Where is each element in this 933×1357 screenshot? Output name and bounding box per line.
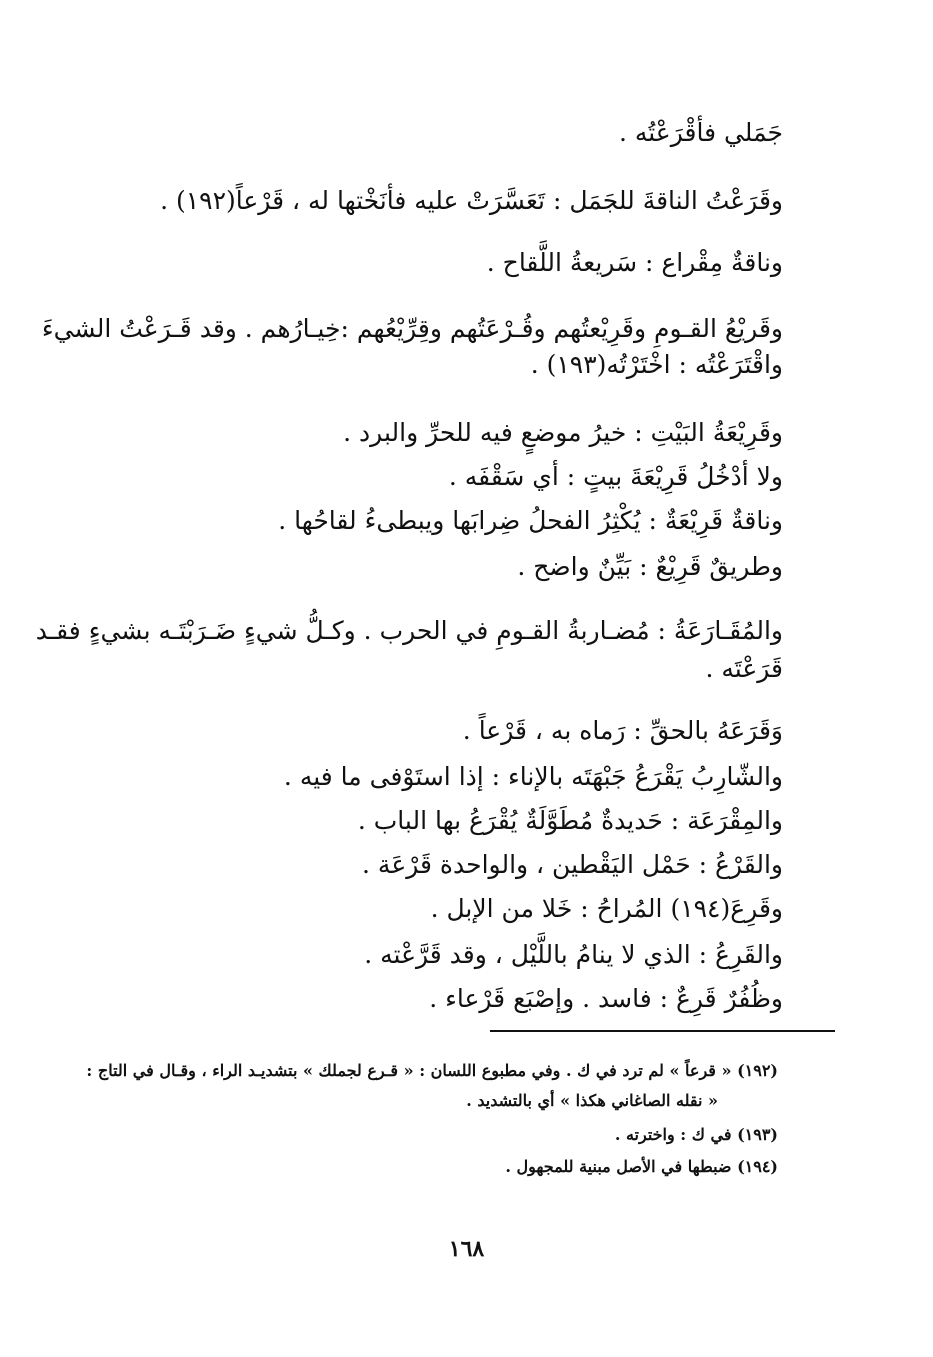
- text-line: والقَرِعُ : الذي لا ينامُ باللَّيْل ، وقد قَرَّعْته .: [364, 940, 783, 969]
- text-line: وطريقٌ قَرِيْعٌ : بَيِّنٌ واضح .: [517, 552, 783, 581]
- page-number: ١٦٨: [448, 1236, 485, 1262]
- text-line: واقْتَرَعْتُه : اخْتَرْتُه(١٩٣) .: [530, 350, 783, 379]
- text-line: والقَرْعُ : حَمْل اليَقْطين ، والواحدة قَرْعَة .: [362, 850, 783, 879]
- text-line: والشّارِبُ يَقْرَعُ جَبْهَتَه بالإناء : إذا استَوْفى ما فيه .: [283, 762, 783, 791]
- text-line: قَرَعْتَه .: [705, 654, 783, 683]
- text-line: وناقةٌ مِقْراع : سَريعةُ اللَّقاح .: [486, 248, 783, 277]
- text-line: وقَرِعَ(١٩٤) المُراحُ : خَلا من الإبل .: [430, 894, 783, 923]
- text-line: والمُقَـارَعَةُ : مُضـاربةُ القـومِ في الحرب . وكـلُّ شيءٍ ضَـرَبْتَـه بشيءٍ فقـد: [35, 616, 783, 645]
- text-line: ولا أدْخُلُ قَرِيْعَةَ بيتٍ : أي سَقْفَه .: [448, 462, 783, 491]
- text-line: وقَريْعُ القـومِ وقَرِيْعتُهم وقُـرْعَتُهم وقِرِّيْعُهم :خِيـارُهم . وقد قَـرَعْتُ الشيءَ: [41, 314, 783, 343]
- footnote-line: (١٩٣) في ك : واخترته .: [614, 1125, 778, 1144]
- text-line: وَقَرَعَهُ بالحقِّ : رَماه به ، قَرْعاً .: [462, 716, 783, 745]
- footnote-divider: [490, 1030, 835, 1032]
- text-line: وقَرَعْتُ الناقةَ للجَمَل : تَعَسَّرَتْ عليه فأنَخْتها له ، قَرْعاً(١٩٢) .: [160, 186, 783, 215]
- footnote-line: (١٩٢) « قرعاً » لم ترد في ك . وفي مطبوع اللسان : « قـرع لجملك » بتشديـد الراء ، وقـال في التاج :: [86, 1061, 778, 1080]
- footnote-line: (١٩٤) ضبطها في الأصل مبنية للمجهول .: [505, 1157, 778, 1176]
- footnote-line: « نقله الصاغاني هكذا » أي بالتشديد .: [466, 1091, 718, 1110]
- text-line: والمِقْرَعَة : حَديدةٌ مُطَوَّلَةٌ يُقْرَعُ بها الباب .: [357, 806, 783, 835]
- text-line: وناقةٌ قَرِيْعَةٌ : يُكْثِرُ الفحلُ ضِرابَها ويبطىءُ لقاحُها .: [278, 506, 783, 535]
- text-line: وظُفُرٌ قَرِعٌ : فاسد . وإصْبَع قَرْعاء .: [429, 984, 783, 1013]
- text-line: وقَرِيْعَةُ البَيْتِ : خيرُ موضعٍ فيه للحرِّ والبرد .: [343, 418, 783, 447]
- text-line: جَمَلي فأقْرَعْتُه .: [618, 118, 783, 147]
